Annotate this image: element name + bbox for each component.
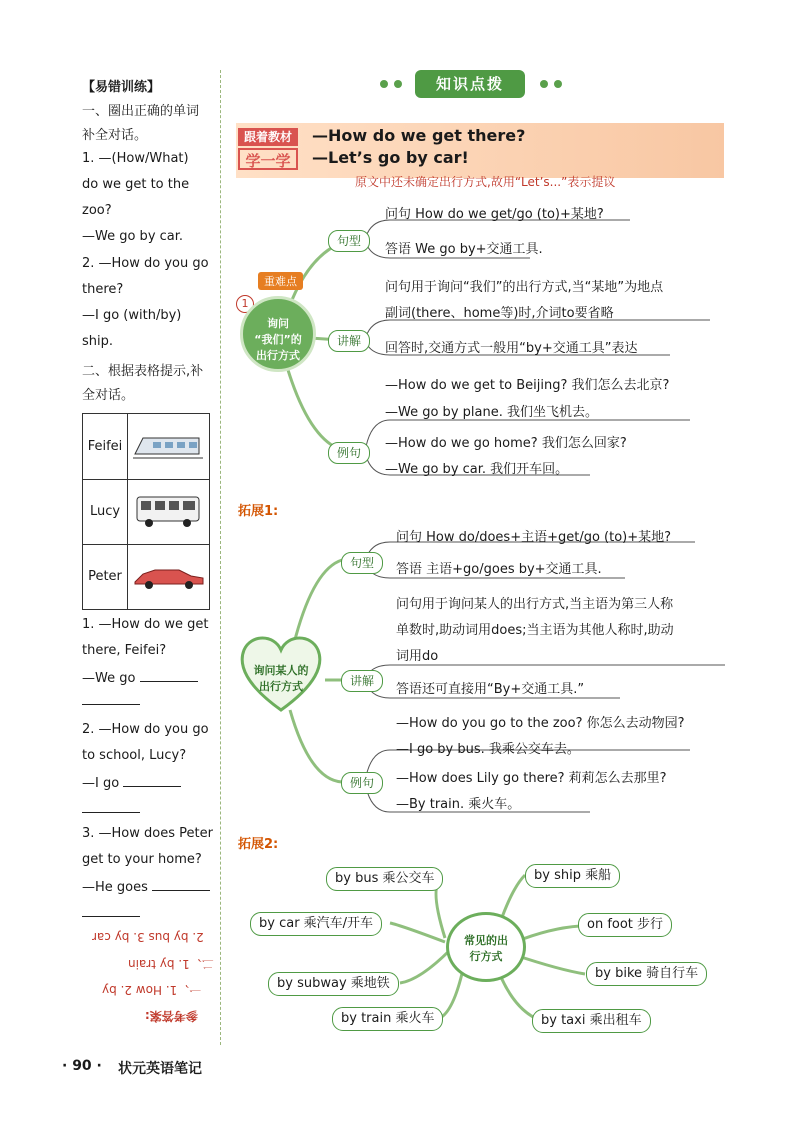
transport-node: by ship 乘船	[525, 864, 620, 888]
pattern-answer: 答语 We go by+交通工具.	[385, 242, 543, 257]
key-badge: 重难点	[258, 272, 303, 290]
q2-line4: ship.	[82, 334, 114, 349]
q5-line2: get to your home?	[82, 852, 202, 867]
book-title: 状元英语笔记	[118, 1061, 202, 1077]
header-dot	[380, 80, 388, 88]
q2-line2: there?	[82, 282, 124, 297]
table-row	[83, 414, 209, 480]
q1-line4: —We go by car.	[82, 229, 184, 244]
q4-answer-prefix: —I go	[82, 776, 120, 791]
explain-line: 单数时,助动词用does;当主语为其他人称时,助动	[396, 623, 674, 638]
q2-line3: —I go (with/by)	[82, 308, 182, 323]
q3-line2: there, Feifei?	[82, 643, 167, 658]
table-name: Peter	[83, 544, 128, 609]
q1-line2: do we get to the	[82, 177, 190, 192]
explain-line: 副词(there、home等)时,介词to要省略	[385, 306, 614, 321]
section-title: 知识点拨	[415, 70, 525, 98]
table-name: Feifei	[83, 414, 128, 479]
transport-table	[82, 413, 210, 610]
pattern-answer: 答语 主语+go/goes by+交通工具.	[396, 562, 602, 577]
q3-line3	[82, 669, 198, 686]
answer-blank[interactable]	[82, 704, 140, 705]
q2-line1: 2. —How do you go	[82, 256, 209, 271]
example-line: —How do we get to Beijing? 我们怎么去北京?	[385, 378, 670, 393]
example-line: —How do you go to the zoo? 你怎么去动物园?	[396, 716, 685, 731]
branch-pattern: 句型	[341, 552, 383, 574]
answer-line-2: 二、1. by train	[128, 957, 214, 971]
answer-blank[interactable]	[123, 774, 181, 787]
banner-tag-learn: 学一学	[238, 148, 298, 170]
center-line: “我们”的	[254, 333, 302, 346]
bus-icon	[133, 493, 203, 529]
example-line: —We go by car. 我们开车回。	[385, 462, 569, 477]
answer-line-3: 2. by bus 3. by car	[92, 930, 204, 944]
example-line: —How do we go home? 我们怎么回家?	[385, 436, 627, 451]
q4-line2: to school, Lucy?	[82, 748, 187, 763]
section2-line1: 二、根据表格提示,补	[82, 364, 204, 379]
point-number: 1	[236, 295, 254, 313]
answer-blank[interactable]	[82, 812, 140, 813]
center-line: 常见的出	[464, 934, 508, 947]
branch-example: 例句	[341, 772, 383, 794]
q3-answer-prefix: —We go	[82, 671, 136, 686]
transport-node: by car 乘汽车/开车	[250, 912, 382, 936]
table-name: Lucy	[83, 479, 128, 544]
q4-line1: 2. —How do you go	[82, 722, 209, 737]
page-number: · 90 ·	[62, 1058, 102, 1074]
transport-node: by bike 骑自行车	[586, 962, 707, 986]
example-line: —How does Lily go there? 莉莉怎么去那里?	[396, 771, 667, 786]
banner-question: —How do we get there?	[312, 126, 526, 145]
header-dot	[540, 80, 548, 88]
branch-pattern: 句型	[328, 230, 370, 252]
pattern-question: 问句 How do we get/go (to)+某地?	[385, 207, 604, 222]
explain-line: 问句用于询问某人的出行方式,当主语为第三人称	[396, 597, 674, 612]
expand1-label: 拓展1:	[238, 504, 279, 519]
q5-line1: 3. —How does Peter	[82, 826, 213, 841]
expand2-label: 拓展2:	[238, 837, 279, 852]
section1-line2: 补全对话。	[82, 128, 148, 143]
answer-blank[interactable]	[140, 669, 198, 682]
q5-answer-prefix: —He goes	[82, 880, 148, 895]
banner-answer: —Let’s go by car!	[312, 148, 469, 167]
transport-node: by taxi 乘出租车	[532, 1009, 651, 1033]
answer-blank[interactable]	[152, 878, 210, 891]
answer-line-1: 一、1. How 2. by	[102, 983, 202, 997]
answers-title: 参考答案:	[145, 1009, 198, 1023]
q4-line3	[82, 774, 181, 791]
header-dot	[394, 80, 402, 88]
transport-node: by subway 乘地铁	[268, 972, 399, 996]
train-icon	[133, 430, 203, 462]
q5-line3	[82, 878, 210, 895]
banner-tag: 跟着教材	[238, 128, 298, 146]
explain-line: 问句用于询问“我们”的出行方式,当“某地”为地点	[385, 280, 664, 295]
explain-line: 回答时,交通方式一般用“by+交通工具”表达	[385, 341, 638, 356]
center-line: 出行方式	[256, 349, 300, 362]
center-line: 行方式	[469, 950, 503, 963]
table-row	[83, 479, 209, 545]
branch-explain: 讲解	[341, 670, 383, 692]
example-line: —By train. 乘火车。	[396, 797, 521, 812]
explain-line: 答语还可直接用“By+交通工具.”	[396, 682, 585, 697]
mindmap2-center	[246, 662, 316, 694]
q3-line1: 1. —How do we get	[82, 617, 209, 632]
example-line: —I go by bus. 我乘公交车去。	[396, 742, 580, 757]
answer-blank[interactable]	[82, 916, 140, 917]
column-divider	[220, 70, 221, 1045]
header-dot	[554, 80, 562, 88]
transport-node: by bus 乘公交车	[326, 867, 443, 891]
branch-example: 例句	[328, 442, 370, 464]
mindmap1-center	[240, 296, 316, 372]
transport-node: by train 乘火车	[332, 1007, 443, 1031]
center-line: 出行方式	[259, 680, 303, 693]
mindmap3-center	[446, 912, 526, 982]
section1-line1: 一、圈出正确的单词	[82, 104, 200, 119]
q1-line1: 1. —(How/What)	[82, 151, 189, 166]
example-line: —We go by plane. 我们坐飞机去。	[385, 405, 598, 420]
explain-line: 词用do	[396, 649, 439, 664]
q1-line3: zoo?	[82, 203, 112, 218]
car-icon	[133, 564, 205, 592]
center-line: 询问	[267, 317, 289, 330]
branch-explain: 讲解	[328, 330, 370, 352]
table-row	[83, 544, 209, 609]
center-line: 询问某人的	[253, 664, 309, 677]
banner-note: 原文中还未确定出行方式,故用“Let’s...”表示提议	[355, 175, 616, 189]
pattern-question: 问句 How do/does+主语+get/go (to)+某地?	[396, 530, 672, 545]
transport-node: on foot 步行	[578, 913, 672, 937]
section2-line2: 全对话。	[82, 388, 135, 403]
exercise-header: 【易错训练】	[82, 80, 161, 95]
